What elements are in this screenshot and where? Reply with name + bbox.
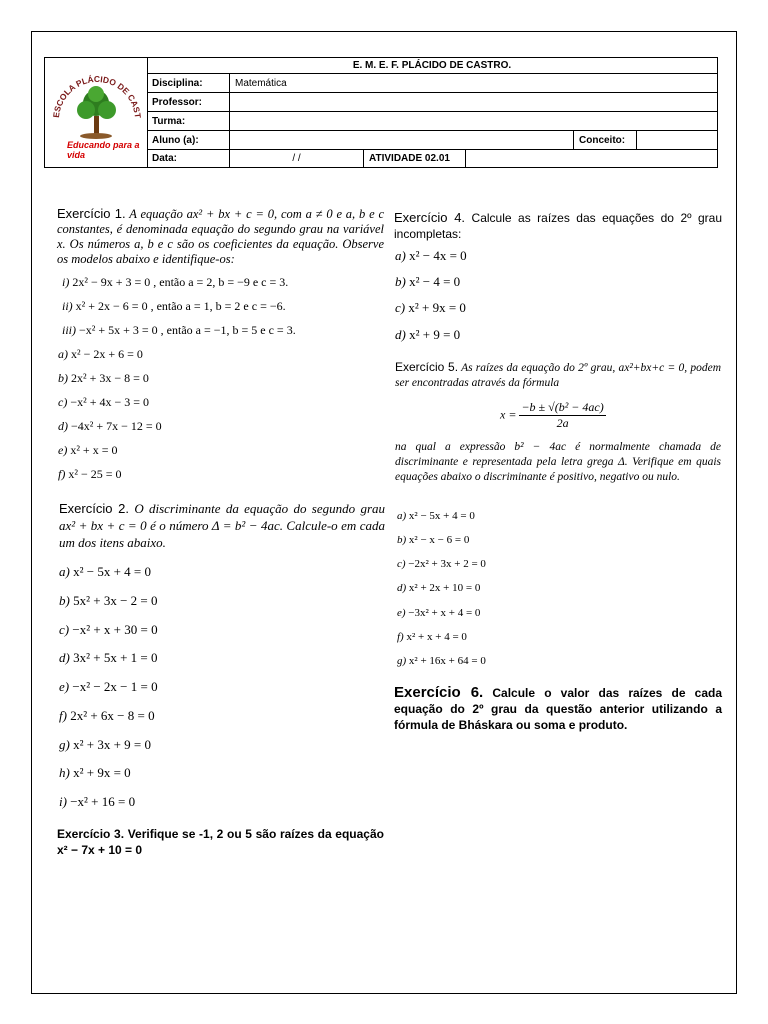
exercise-6-text: Calcule o valor das raízes de cada equação do 2º grau da questão anterior utilizando a fórmula de Bháskara ou soma e produto. <box>394 686 722 732</box>
ex5-item-a: a) x² − 5x + 4 = 0 <box>397 510 475 522</box>
ex5-item-c: c) −2x² + 3x + 2 = 0 <box>397 558 486 570</box>
header-row-teacher <box>147 93 717 112</box>
student-label: Aluno (a): <box>147 131 230 149</box>
grade-field[interactable] <box>637 131 717 149</box>
formula-numerator: −b ± √(b² − 4ac) <box>521 400 604 414</box>
ex2-item-f: f) 2x² + 6x − 8 = 0 <box>59 708 155 723</box>
class-label: Turma: <box>147 112 230 130</box>
discipline-value: Matemática <box>235 77 287 89</box>
teacher-label: Professor: <box>147 93 230 111</box>
ex2-item-d: d) 3x² + 5x + 1 = 0 <box>59 650 158 665</box>
ex5-item-b: b) x² − x − 6 = 0 <box>397 534 470 546</box>
header-table <box>44 57 718 168</box>
exercise-6 <box>394 685 722 733</box>
discipline-label: Disciplina: <box>147 74 230 92</box>
ex1-example-i: i) 2x² − 9x + 3 = 0 , então a = 2, b = −9 e c = 3. <box>62 275 289 289</box>
ex5-item-f: f) x² + x + 4 = 0 <box>397 631 467 643</box>
ex2-item-i: i) −x² + 16 = 0 <box>59 794 136 809</box>
ex1-example-iii: iii) −x² + 5x + 3 = 0 , então a = −1, b = 5 e c = 3. <box>62 323 296 337</box>
exercise-4-body <box>394 210 722 242</box>
exercise-3-title: Exercício 3. <box>57 827 125 841</box>
teacher-field[interactable] <box>230 93 717 111</box>
exercise-5-text2: na qual a expressão b² − 4ac é normalmente chamada de discriminante e representada pela letra grega Δ. Verifique em quais equações abaixo o discriminante é positivo, negativo ou nulo. <box>395 441 721 483</box>
ex5-item-d: d) x² + 2x + 10 = 0 <box>397 582 481 594</box>
formula-denominator: 2a <box>556 416 569 430</box>
exercise-6-body <box>394 685 722 733</box>
ex4-item-b: b) x² − 4 = 0 <box>395 274 461 289</box>
ex1-item-c: c) −x² + 4x − 3 = 0 <box>58 395 149 409</box>
date-label: Data: <box>147 150 230 167</box>
class-field[interactable] <box>230 112 717 130</box>
exercise-2-text: O discriminante da equação do segundo grau ax² + bx + c = 0 é o número Δ = b² − 4ac. Calcule-o em cada um dos itens abaixo. <box>59 501 386 550</box>
logo-motto: Educando para a vida <box>67 140 140 160</box>
activity-label: ATIVIDADE 02.01 <box>364 150 466 167</box>
exercise-1-text: A equação ax² + bx + c = 0, com a ≠ 0 e a, b e c constantes, é denominada equação do segundo grau na variável x. Os números a, b e c são os coeficientes da equação. Observe os modelos abaixo e identifique-os: <box>57 207 384 266</box>
ex1-item-f: f) x² − 25 = 0 <box>58 467 122 481</box>
exercise-3 <box>57 826 384 858</box>
ex2-item-g: g) x² + 3x + 9 = 0 <box>59 737 151 752</box>
ex5-item-g: g) x² + 16x + 64 = 0 <box>397 655 486 667</box>
header-row-discipline <box>147 74 717 93</box>
formula-lhs: x = <box>500 407 517 422</box>
ex4-item-d: d) x² + 9 = 0 <box>395 327 461 342</box>
header-row-title <box>147 58 717 74</box>
ex2-item-h: h) x² + 9x = 0 <box>59 765 131 780</box>
ex1-item-e: e) x² + x = 0 <box>58 443 118 457</box>
exercise-3-text: Verifique se -1, 2 ou 5 são raízes da equação x² − 7x + 10 = 0 <box>57 827 384 857</box>
exercise-1-body <box>57 206 384 267</box>
header-row-student <box>147 131 717 150</box>
exercise-5 <box>395 360 721 391</box>
grade-label: Conceito: <box>574 131 637 149</box>
header-row-class <box>147 112 717 131</box>
exercise-5-body <box>395 360 721 391</box>
student-field[interactable] <box>230 131 574 149</box>
ex1-item-b: b) 2x² + 3x − 8 = 0 <box>58 371 149 385</box>
exercise-5-text: As raízes da equação do 2º grau, ax²+bx+c = 0, podem ser encontradas através da fórmula <box>395 362 721 389</box>
exercise-4 <box>394 210 722 242</box>
ex2-item-a: a) x² − 5x + 4 = 0 <box>59 564 151 579</box>
exercise-2 <box>59 500 385 551</box>
exercise-5-text2-block <box>395 440 721 485</box>
ex1-item-d: d) −4x² + 7x − 12 = 0 <box>58 419 162 433</box>
ex1-item-a: a) x² − 2x + 6 = 0 <box>58 347 143 361</box>
exercise-5-title: Exercício 5. <box>395 360 459 374</box>
exercise-4-title: Exercício 4. <box>394 210 466 225</box>
date-field[interactable]: / / <box>230 150 364 167</box>
ex4-item-a: a) x² − 4x = 0 <box>395 248 467 263</box>
exercise-3-body <box>57 826 384 858</box>
school-logo <box>45 58 148 167</box>
formula-fraction <box>519 400 605 431</box>
ex2-item-c: c) −x² + x + 30 = 0 <box>59 622 158 637</box>
exercise-2-body <box>59 500 385 551</box>
svg-text:ESCOLA PLÁCIDO DE CASTRO: ESCOLA PLÁCIDO DE CAST <box>51 73 144 119</box>
exercise-2-title: Exercício 2. <box>59 501 129 516</box>
ex4-item-c: c) x² + 9x = 0 <box>395 300 466 315</box>
exercise-4-text: Calcule as raízes das equações do 2º grau incompletas: <box>394 211 722 241</box>
school-name: E. M. E. F. PLÁCIDO DE CASTRO. <box>352 60 512 71</box>
exercise-1 <box>57 206 384 267</box>
exercise-1-title: Exercício 1. <box>57 206 126 221</box>
ex2-item-e: e) −x² − 2x − 1 = 0 <box>59 679 158 694</box>
activity-extra <box>466 150 717 167</box>
ex2-item-b: b) 5x² + 3x − 2 = 0 <box>59 593 158 608</box>
bhaskara-formula <box>500 400 606 431</box>
ex5-item-e: e) −3x² + x + 4 = 0 <box>397 607 481 619</box>
exercise-6-title: Exercício 6. <box>394 684 484 701</box>
ex1-example-ii: ii) x² + 2x − 6 = 0 , então a = 1, b = 2 e c = −6. <box>62 299 286 313</box>
header-row-date <box>147 150 717 167</box>
